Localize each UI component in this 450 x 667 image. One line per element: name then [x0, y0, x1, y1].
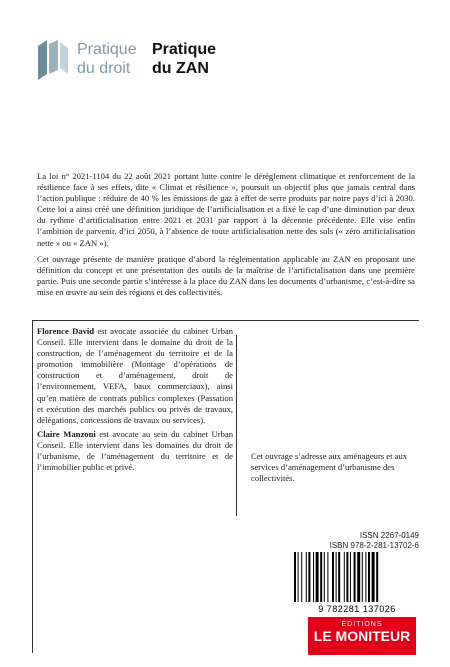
barcode-bar: [324, 552, 325, 602]
barcode-bar: [338, 552, 340, 602]
barcode-bar: [372, 552, 375, 602]
barcode-bar: [294, 552, 296, 602]
summary-paragraph-2: Cet ouvrage présente de manière pratique d’abord la réglementation applicable au ZAN en proposant une définition du concept et une présentation des outils de la maîtrise de l’artificialisation dans une première partie. Puis une seconde partie s’intéresse à la place du ZAN dans les documents d’urbanisme, c’est-à-dire sa mise en œuvre au sein des régions et des collectivités.: [37, 254, 415, 298]
series-name: [77, 40, 137, 78]
barcode-bar: [306, 552, 307, 602]
barcode-bar: [346, 552, 348, 602]
barcode-bar: [332, 552, 334, 602]
publisher-logo: [308, 617, 416, 655]
barcode-bar: [316, 552, 319, 602]
author-bios: [37, 326, 233, 476]
author-name: Claire Manzoni: [37, 428, 96, 439]
barcode-bar: [376, 552, 378, 602]
author-name: Florence David: [37, 326, 95, 336]
barcode-bar: [365, 552, 366, 602]
series-name-line2: du droit: [77, 60, 131, 77]
audience-note: Cet ouvrage s’adresse aux aménageurs et aux services d’aménagement d’urbanisme des collectivités.: [251, 451, 408, 484]
barcode-bar: [362, 552, 363, 602]
isbn: ISBN 978-2-281-13702-6: [329, 541, 419, 550]
publisher-label-top: ÉDITIONS: [341, 621, 383, 628]
summary-paragraph-1: La loi n° 2021-1104 du 22 août 2021 portant lutte contre le dérèglement climatique et renforcement de la résilience face à ses effets, dite « Climat et résilience », poursuit un objectif plus que jamais central dans l’action publique : réduire de 40 % les émissions de gaz à effet de serre produits par notre pays d’ici à 2030. Cette loi a ainsi créé une définition juridique de l’artificialisation et a fixé le cap d’une diminution par deux du rythme d’artificialisation entre 2021 et 2031 par rapport à la décennie précédente. Elle vise enfin l’ambition de parvenir, d’ici 2050, à l’absence de toute artificialisation nette des sols (« zéro artificialisation nette » ou « ZAN »).: [37, 171, 415, 248]
column-divider: [236, 335, 237, 516]
barcode-bar: [298, 552, 299, 602]
barcode-bar: [301, 552, 302, 602]
book-title-line2: du ZAN: [152, 60, 209, 77]
barcode-icon: [292, 552, 422, 602]
issn: ISSN 2267-0149: [359, 531, 419, 540]
publisher-label-main: LE MONITEUR: [313, 628, 411, 644]
author-bio: [37, 326, 233, 426]
barcode-bar: [336, 552, 337, 602]
book-title-line1: Pratique: [152, 41, 217, 58]
barcode-bar: [327, 552, 328, 602]
barcode-bar: [357, 552, 360, 602]
book-title: [152, 40, 216, 78]
barcode-bar: [344, 552, 345, 602]
series-logo-icon: [38, 40, 72, 80]
barcode-bar: [313, 552, 314, 602]
barcode-bar: [320, 552, 322, 602]
barcode-number: 9 782281 137026: [318, 604, 396, 614]
author-bio-text: est avocate au sein du cabinet Urban Conseil. Elle intervient dans les domaines du droit de l’urbanisme, de l’aménagement du territoire et de l’immobilier public et privé.: [37, 428, 233, 473]
series-name-line1: Pratique: [77, 41, 137, 58]
author-bio: [37, 429, 233, 473]
barcode-bar: [354, 552, 356, 602]
barcode-bar: [308, 552, 310, 602]
barcode-bar: [368, 552, 370, 602]
author-bio-text: est avocate associée du cabinet Urban Conseil. Elle intervient dans le domaine du droit de la construction, de l’aménagement du territoire et de la promotion immobilière (Montage d’opérations de construction et d’aménagement, droit de l’environnement, VEFA, baux commerciaux), ainsi qu’en matière de contrats publics complexes (Passation et exécution des marchés publics ou privés de travaux, délégations, concessions de travaux ou services).: [37, 326, 233, 425]
barcode-bar: [350, 552, 351, 602]
